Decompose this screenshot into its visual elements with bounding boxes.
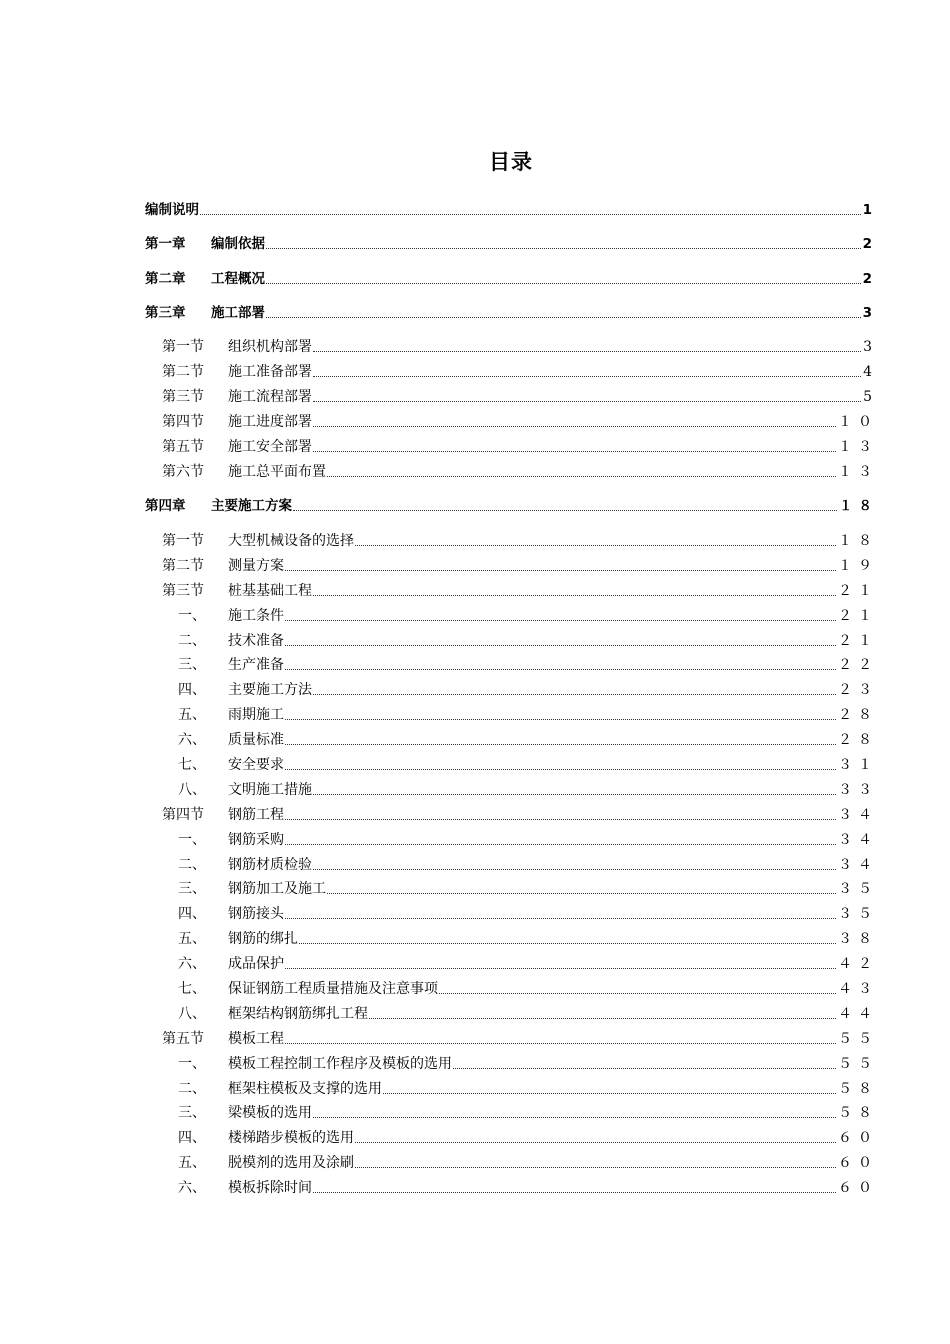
toc-entry-title: 编制依据 [211,236,265,252]
toc-entry-number: 第一章 [145,236,186,252]
toc-subsection-entry[interactable] [178,677,878,699]
toc-entry-number: 七、 [178,757,206,773]
toc-entry-title: 编制说明 [145,202,199,218]
toc-dot-leader [285,844,836,845]
toc-entry-number: 第二节 [162,364,204,380]
toc-dot-leader [285,769,836,770]
toc-page-number: 2 [862,271,878,287]
toc-dot-leader [313,595,836,596]
toc-page-number: １０ [838,414,878,430]
toc-section-entry[interactable] [162,1026,878,1048]
toc-entry-title: 施工安全部署 [228,439,312,455]
toc-entry-number: 八、 [178,782,206,798]
toc-section-entry[interactable] [162,578,878,600]
toc-dot-leader [285,719,836,720]
toc-entry-title: 钢筋材质检验 [228,857,312,873]
toc-entry-title: 脱模剂的选用及涂刷 [228,1155,354,1171]
toc-subsection-entry[interactable] [178,702,878,724]
toc-entry-number: 第二节 [162,558,204,574]
toc-page-number: ３８ [838,931,878,947]
toc-subsection-entry[interactable] [178,1150,878,1172]
toc-dot-leader [285,669,836,670]
toc-page-number: １８ [839,498,878,514]
toc-entry-title: 生产准备 [228,657,284,673]
toc-page-number: ３３ [838,782,878,798]
toc-entry-number: 第一节 [162,533,204,549]
toc-subsection-entry[interactable] [178,827,878,849]
toc-page-number: １３ [838,464,878,480]
toc-page-number: ５５ [838,1056,878,1072]
toc-dot-leader [453,1068,836,1069]
toc-section-entry[interactable] [162,459,878,481]
toc-entry-number: 五、 [178,1155,206,1171]
toc-section-entry[interactable] [162,359,878,381]
toc-entry-number: 第三节 [162,389,204,405]
toc-page-number: ２１ [838,608,878,624]
toc-subsection-entry[interactable] [178,926,878,948]
toc-page-number: ３４ [838,807,878,823]
toc-dot-leader [313,794,836,795]
toc-page-number: ３５ [838,906,878,922]
toc-entry-number: 六、 [178,956,206,972]
toc-entry-title: 成品保护 [228,956,284,972]
toc-entry-number: 五、 [178,931,206,947]
toc-chapter-entry[interactable] [145,197,878,219]
toc-page-number: 4 [863,364,878,380]
toc-entry-title: 钢筋接头 [228,906,284,922]
toc-entry-number: 四、 [178,1130,206,1146]
toc-page-number: ３１ [838,757,878,773]
toc-dot-leader [285,744,836,745]
toc-entry-number: 四、 [178,906,206,922]
toc-entry-number: 六、 [178,732,206,748]
toc-dot-leader [285,1043,836,1044]
toc-entry-title: 框架柱模板及支撑的选用 [228,1081,382,1097]
toc-entry-title: 施工进度部署 [228,414,312,430]
toc-chapter-entry[interactable] [145,493,878,515]
toc-page-number: 3 [862,305,878,321]
toc-entry-number: 三、 [178,1105,206,1121]
toc-page-number: 5 [863,389,878,405]
toc-dot-leader [293,510,837,511]
toc-entry-number: 三、 [178,657,206,673]
toc-page-number: ３５ [838,881,878,897]
toc-page-number: １８ [838,533,878,549]
toc-page-number: ２８ [838,707,878,723]
toc-entry-number: 第五节 [162,1031,204,1047]
toc-page-number: ６０ [838,1180,878,1196]
toc-entry-title: 安全要求 [228,757,284,773]
toc-subsection-entry[interactable] [178,901,878,923]
toc-subsection-entry[interactable] [178,951,878,973]
toc-dot-leader [285,819,836,820]
toc-page-number: ３４ [838,832,878,848]
toc-entry-number: 二、 [178,633,206,649]
toc-entry-title: 施工流程部署 [228,389,312,405]
toc-entry-number: 二、 [178,1081,206,1097]
toc-section-entry[interactable] [162,434,878,456]
toc-entry-number: 七、 [178,981,206,997]
toc-entry-number: 一、 [178,608,206,624]
toc-dot-leader [266,317,861,318]
toc-entry-number: 第四章 [145,498,186,514]
toc-entry-number: 一、 [178,1056,206,1072]
toc-section-entry[interactable] [162,384,878,406]
toc-page-number: １３ [838,439,878,455]
toc-subsection-entry[interactable] [178,876,878,898]
toc-dot-leader [327,893,836,894]
toc-section-entry[interactable] [162,409,878,431]
toc-page-number: ６０ [838,1130,878,1146]
toc-entry-title: 钢筋采购 [228,832,284,848]
toc-entry-title: 工程概况 [211,271,265,287]
toc-subsection-entry[interactable] [178,1125,878,1147]
toc-page-number: ２１ [838,583,878,599]
toc-entry-number: 一、 [178,832,206,848]
toc-entry-number: 八、 [178,1006,206,1022]
toc-entry-title: 主要施工方案 [211,498,292,514]
toc-page-number: ４３ [838,981,878,997]
toc-entry-number: 第三章 [145,305,186,321]
toc-page-number: ６０ [838,1155,878,1171]
toc-page-number: ３４ [838,857,878,873]
toc-page-number: 3 [863,339,878,355]
toc-dot-leader [266,283,861,284]
toc-entry-number: 二、 [178,857,206,873]
toc-entry-title: 桩基基础工程 [228,583,312,599]
toc-entry-number: 第三节 [162,583,204,599]
toc-subsection-entry[interactable] [178,1001,878,1023]
toc-dot-leader [313,451,836,452]
toc-entry-title: 楼梯踏步模板的选用 [228,1130,354,1146]
toc-dot-leader [299,943,836,944]
toc-page-number: ２３ [838,682,878,698]
toc-page-number: ４４ [838,1006,878,1022]
toc-chapter-entry[interactable] [145,231,878,253]
toc-dot-leader [285,918,836,919]
toc-dot-leader [327,476,836,477]
toc-entry-title: 大型机械设备的选择 [228,533,354,549]
toc-dot-leader [313,869,836,870]
toc-subsection-entry[interactable] [178,1051,878,1073]
toc-entry-number: 第二章 [145,271,186,287]
toc-page-number: ２８ [838,732,878,748]
toc-subsection-entry[interactable] [178,727,878,749]
toc-entry-title: 模板拆除时间 [228,1180,312,1196]
toc-dot-leader [355,1142,836,1143]
toc-entry-number: 五、 [178,707,206,723]
toc-section-entry[interactable] [162,334,878,356]
toc-page-number: ２２ [838,657,878,673]
toc-subsection-entry[interactable] [178,976,878,998]
toc-entry-title: 钢筋的绑扎 [228,931,298,947]
toc-page-number: ５８ [838,1081,878,1097]
toc-dot-leader [285,645,836,646]
page-title: 目录 [489,150,533,174]
toc-dot-leader [439,993,836,994]
toc-entry-title: 施工部署 [211,305,265,321]
toc-page-number: ５５ [838,1031,878,1047]
toc-page-number: ５８ [838,1105,878,1121]
toc-dot-leader [355,1167,836,1168]
toc-subsection-entry[interactable] [178,752,878,774]
toc-dot-leader [200,214,861,215]
toc-dot-leader [355,545,836,546]
toc-subsection-entry[interactable] [178,1100,878,1122]
toc-entry-number: 第六节 [162,464,204,480]
toc-section-entry[interactable] [162,528,878,550]
toc-dot-leader [369,1018,836,1019]
toc-subsection-entry[interactable] [178,652,878,674]
toc-chapter-entry[interactable] [145,300,878,322]
toc-entry-title: 框架结构钢筋绑扎工程 [228,1006,368,1022]
toc-entry-title: 施工总平面布置 [228,464,326,480]
toc-subsection-entry[interactable] [178,1175,878,1197]
toc-subsection-entry[interactable] [178,628,878,650]
toc-dot-leader [313,1117,836,1118]
toc-entry-number: 第四节 [162,807,204,823]
toc-dot-leader [285,968,836,969]
toc-entry-title: 梁模板的选用 [228,1105,312,1121]
toc-dot-leader [383,1093,836,1094]
toc-entry-title: 保证钢筋工程质量措施及注意事项 [228,981,438,997]
toc-chapter-entry[interactable] [145,266,878,288]
toc-entry-title: 模板工程控制工作程序及模板的选用 [228,1056,452,1072]
toc-dot-leader [285,620,836,621]
toc-entry-number: 第五节 [162,439,204,455]
toc-page-number: ２１ [838,633,878,649]
toc-entry-number: 三、 [178,881,206,897]
toc-subsection-entry[interactable] [178,852,878,874]
toc-dot-leader [313,1192,836,1193]
toc-dot-leader [266,248,861,249]
toc-entry-title: 钢筋加工及施工 [228,881,326,897]
toc-dot-leader [313,351,861,352]
toc-entry-title: 钢筋工程 [228,807,284,823]
toc-section-entry[interactable] [162,553,878,575]
toc-page-number: 2 [862,236,878,252]
toc-page-number: 1 [862,202,878,218]
toc-dot-leader [313,401,861,402]
toc-dot-leader [313,426,836,427]
toc-entry-title: 施工准备部署 [228,364,312,380]
toc-entry-title: 主要施工方法 [228,682,312,698]
toc-section-entry[interactable] [162,802,878,824]
toc-entry-title: 雨期施工 [228,707,284,723]
toc-entry-number: 六、 [178,1180,206,1196]
toc-entry-title: 模板工程 [228,1031,284,1047]
toc-entry-title: 测量方案 [228,558,284,574]
toc-entry-title: 文明施工措施 [228,782,312,798]
toc-entry-title: 技术准备 [228,633,284,649]
toc-entry-number: 第四节 [162,414,204,430]
toc-entry-title: 组织机构部署 [228,339,312,355]
toc-subsection-entry[interactable] [178,603,878,625]
toc-subsection-entry[interactable] [178,777,878,799]
toc-dot-leader [313,376,861,377]
toc-dot-leader [313,694,836,695]
toc-entry-number: 四、 [178,682,206,698]
toc-dot-leader [285,570,836,571]
toc-entry-title: 质量标准 [228,732,284,748]
toc-entry-number: 第一节 [162,339,204,355]
toc-page-number: ４２ [838,956,878,972]
toc-entry-title: 施工条件 [228,608,284,624]
toc-subsection-entry[interactable] [178,1076,878,1098]
toc-page-number: １９ [838,558,878,574]
